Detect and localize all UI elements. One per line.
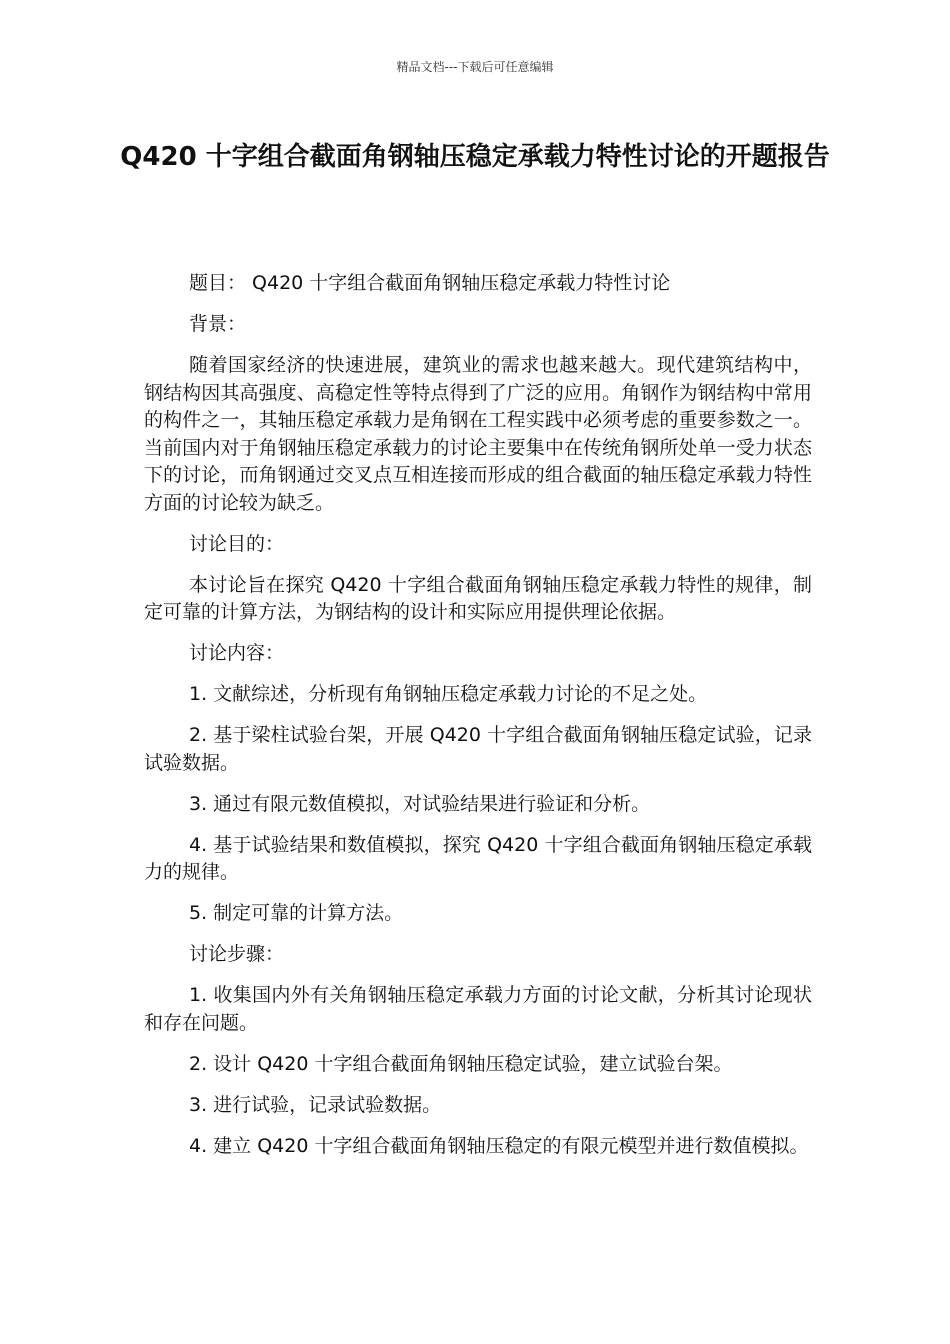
content-item-2: 2. 基于梁柱试验台架，开展 Q420 十字组合截面角钢轴压稳定试验，记录试验数据。 [144,724,812,774]
step-item-1: 1. 收集国内外有关角钢轴压稳定承载力方面的讨论文献，分析其讨论现状和存在问题。 [144,984,812,1034]
step-item-4: 4. 建立 Q420 十字组合截面角钢轴压稳定的有限元模型并进行数值模拟。 [189,1134,809,1157]
steps-heading: 讨论步骤： [189,943,285,965]
content-item-5: 5. 制定可靠的计算方法。 [189,902,404,924]
content-heading: 讨论内容： [189,642,285,664]
document-title: Q420 十字组合截面角钢轴压稳定承载力特性讨论的开题报告 [120,142,830,172]
purpose-heading: 讨论目的： [189,532,285,555]
content-item-4: 4. 基于试验结果和数值模拟，探究 Q420 十字组合截面角钢轴压稳定承载力的规律。 [144,833,812,883]
purpose-paragraph: 本讨论旨在探究 Q420 十字组合截面角钢轴压稳定承载力特性的规律，制定可靠的计算方法，为钢结构的设计和实际应用提供理论依据。 [144,573,812,623]
content-item-3: 3. 通过有限元数值模拟，对试验结果进行验证和分析。 [189,792,651,815]
topic-line: 题目： Q420 十字组合截面角钢轴压稳定承载力特性讨论 [189,272,671,294]
background-heading: 背景： [189,313,247,335]
step-item-2: 2. 设计 Q420 十字组合截面角钢轴压稳定试验，建立试验台架。 [189,1052,733,1075]
page-header-note: 精品文档---下载后可任意编辑 [396,60,554,74]
background-paragraph: 随着国家经济的快速进展，建筑业的需求也越来越大。现代建筑结构中，钢结构因其高强度、高稳定性等特点得到了广泛的应用。角钢作为钢结构中常用的构件之一，其轴压稳定承载力是角钢在工程实践中必须考虑的重要参数之一。当前国内对于角钢轴压稳定承载力的讨论主要集中在传统角钢所处单一受力状态下的讨论，而角钢通过交叉点互相连接而形成的组合截面的轴压稳定承载力特性方面的讨论较为缺乏。 [144,354,812,514]
step-item-3: 3. 进行试验，记录试验数据。 [189,1093,442,1116]
document-body [144,270,812,1174]
content-item-1: 1. 文献综述，分析现有角钢轴压稳定承载力讨论的不足之处。 [189,683,708,705]
